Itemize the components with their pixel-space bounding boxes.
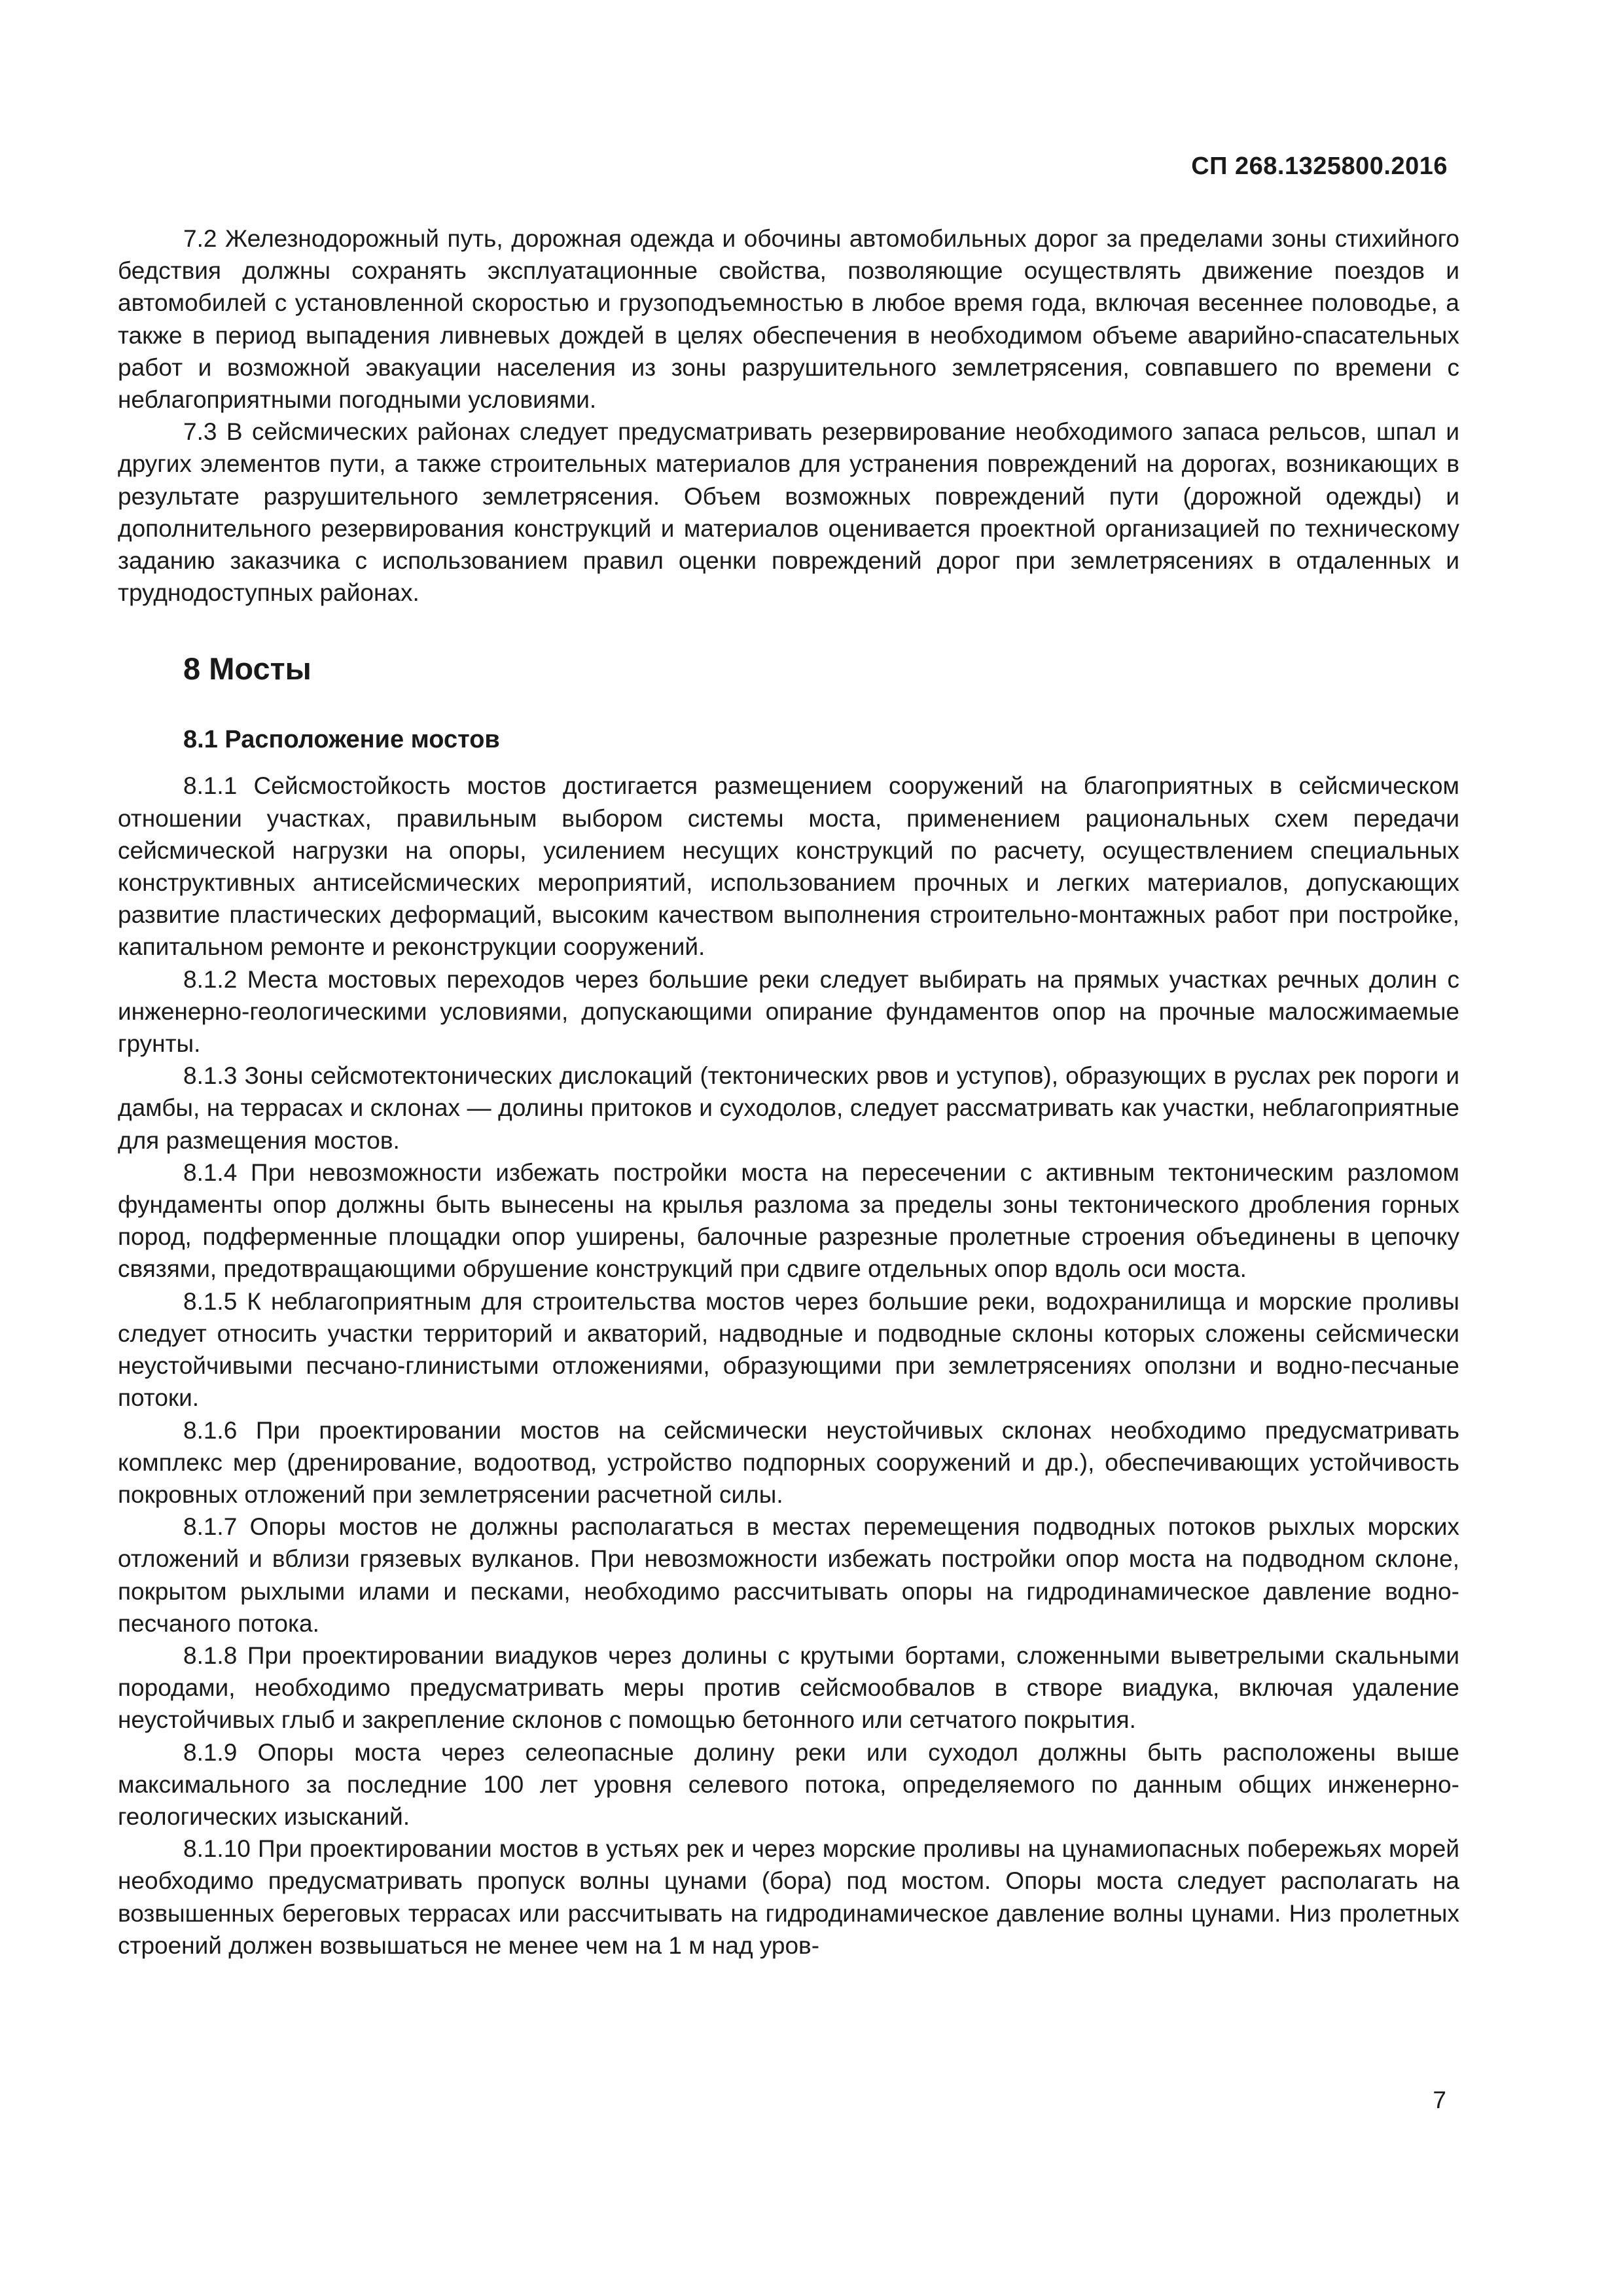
clause-7-3: 7.3 В сейсмических районах следует предусматривать резервирование необходимого запаса рельсов, шпал и других элементов пути, а также строительных материалов для устранения повреждений на дорогах, возникающих в результате разрушительного землетрясения. Объем возможных повреждений пути (дорожной одежды) и дополнительного резервирования конструкций и материалов оценивается проектной организацией по техническому заданию заказчика с использованием правил оценки повреждений дорог при землетрясениях в отдаленных и труднодоступных районах. <box>118 418 1459 607</box>
subsection-8-1-heading: 8.1 Расположение мостов <box>183 726 500 754</box>
document-code-header: СП 268.1325800.2016 <box>1191 152 1448 180</box>
clause-8-1-1: 8.1.1 Сейсмостойкость мостов достигается размещением сооружений на благоприятных в сейсмическом отношении участках, правильным выбором системы моста, применением рациональных схем передачи сейсмической нагрузки на опоры, усилением несущих конструкций по расчету, осуществлением специальных конструктивных антисейсмических мероприятий, использованием прочных и легких материалов, допускающих развитие пластических деформаций, высоким качеством выполнения строительно-монтажных работ при постройке, капитальном ремонте и реконструкции сооружений. <box>118 772 1459 961</box>
clause-8-1-7: 8.1.7 Опоры мостов не должны располагаться в местах перемещения подводных потоков рыхлых морских отложений и вблизи грязевых вулканов. При невозможности избежать постройки опор моста на подводном склоне, покрытом рыхлыми илами и песками, необходимо рассчитывать опоры на гидродинамическое давление водно-песчаного потока. <box>118 1513 1459 1637</box>
page-number: 7 <box>1433 2087 1446 2113</box>
clause-8-1-3: 8.1.3 Зоны сейсмотектонических дислокаций (тектонических рвов и уступов), образующих в руслах рек пороги и дамбы, на террасах и склонах — долины притоков и суходолов, следует рассматривать как участки, неблагоприятные для размещения мостов. <box>118 1062 1459 1154</box>
clause-8-1-9: 8.1.9 Опоры моста через селеопасные долину реки или суходол должны быть расположены выше максимального за последние 100 лет уровня селевого потока, определяемого по данным общих инженерно-геологических изысканий. <box>118 1738 1459 1830</box>
clause-8-1-6: 8.1.6 При проектировании мостов на сейсмически неустойчивых склонах необходимо предусматривать комплекс мер (дренирование, водоотвод, устройство подпорных сооружений и др.), обеспечивающих устойчивость покровных отложений при землетрясении расчетной силы. <box>118 1416 1459 1508</box>
clause-8-1-5: 8.1.5 К неблагоприятным для строительства мостов через большие реки, водохранилища и морские проливы следует относить участки территорий и акваторий, надводные и подводные склоны которых сложены сейсмически неустойчивыми песчано-глинистыми отложениями, образующими при землетрясениях оползни и водно-песчаные потоки. <box>118 1287 1459 1412</box>
section-8-heading: 8 Мосты <box>183 651 312 687</box>
clause-8-1-8: 8.1.8 При проектировании виадуков через долины с крутыми бортами, сложенными выветрелыми скальными породами, необходимо предусматривать меры против сейсмообвалов в створе виадука, включая удаление неустойчивых глыб и закрепление склонов с помощью бетонного или сетчатого покрытия. <box>118 1641 1459 1734</box>
clause-8-1-10: 8.1.10 При проектировании мостов в устьях рек и через морские проливы на цунамиопасных побережьях морей необходимо предусматривать пропуск волны цунами (бора) под мостом. Опоры моста следует располагать на возвышенных береговых террасах или рассчитывать на гидродинамическое давление волны цунами. Низ пролетных строений должен возвышаться не менее чем на 1 м над уров- <box>118 1835 1459 1959</box>
clause-8-1-4: 8.1.4 При невозможности избежать постройки моста на пересечении с активным тектоническим разломом фундаменты опор должны быть вынесены на крылья разлома за пределы зоны тектонического дробления горных пород, подферменные площадки опор уширены, балочные разрезные пролетные строения объединены в цепочку связями, предотвращающими обрушение конструкций при сдвиге отдельных опор вдоль оси моста. <box>118 1158 1459 1283</box>
page-content <box>118 223 1459 1962</box>
clause-8-1-2: 8.1.2 Места мостовых переходов через большие реки следует выбирать на прямых участках речных долин с инженерно-геологическими условиями, допускающими опирание фундаментов опор на прочные малосжимаемые грунты. <box>118 965 1459 1058</box>
clause-7-2: 7.2 Железнодорожный путь, дорожная одежда и обочины автомобильных дорог за пределами зоны стихийного бедствия должны сохранять эксплуатационные свойства, позволяющие осуществлять движение поездов и автомобилей с установленной скоростью и грузоподъемностью в любое время года, включая весеннее половодье, а также в период выпадения ливневых дождей в целях обеспечения в необходимом объеме аварийно-спасательных работ и возможной эвакуации населения из зоны разрушительного землетрясения, совпавшего по времени с неблагоприятными погодными условиями. <box>118 225 1459 414</box>
